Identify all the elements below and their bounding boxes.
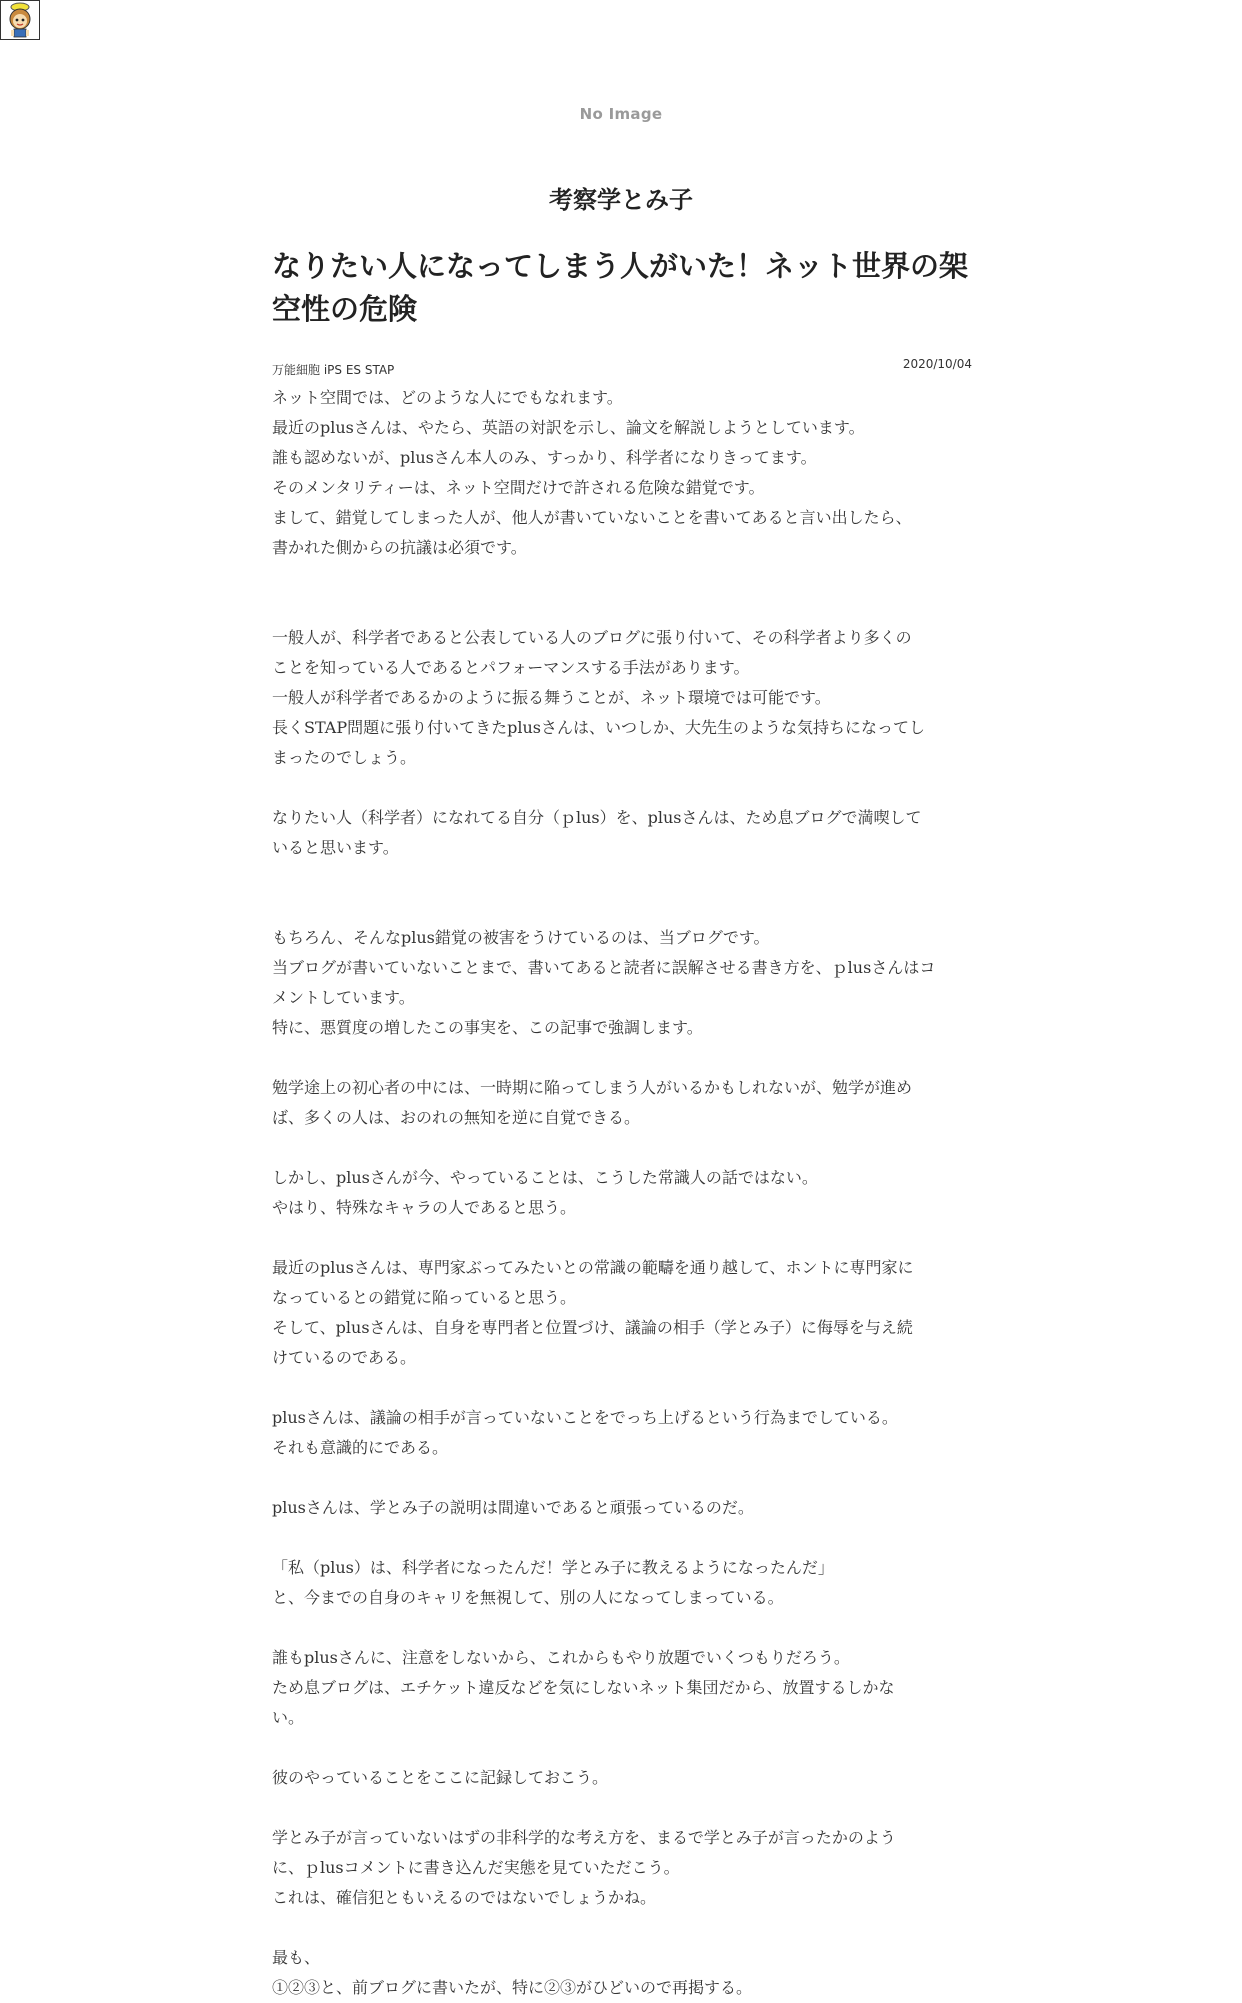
article-line [272, 593, 972, 623]
article-line: plusさんは、学とみ子の説明は間違いであると頑張っているのだ。 [272, 1498, 754, 1517]
article-line: に、ｐlusコメントに書き込んだ実態を見ていただこう。 [272, 1858, 680, 1877]
article-line: い。 [272, 1708, 305, 1727]
article-line: なりたい人（科学者）になれてる自分（ｐlus）を、plusさんは、ため息ブログで満喫して [272, 808, 922, 827]
article-line [272, 1733, 972, 1763]
article-line: 特に、悪質度の増したこの事実を、この記事で強調します。 [272, 1018, 703, 1037]
article-line: ば、多くの人は、おのれの無知を逆に自覚できる。 [272, 1108, 641, 1127]
article-line: これは、確信犯ともいえるのではないでしょうかね。 [272, 1888, 657, 1907]
article-line [272, 1223, 972, 1253]
article-line: ネット空間では、どのような人にでもなれます。 [272, 388, 623, 407]
article-meta [272, 357, 972, 379]
article-line: 誰もplusさんに、注意をしないから、これからもやり放題でいくつもりだろう。 [272, 1648, 850, 1667]
article-line: いると思います。 [272, 838, 399, 857]
article-line [272, 1613, 972, 1643]
no-image-placeholder: No Image [579, 105, 663, 123]
article-line: やはり、特殊なキャラの人であると思う。 [272, 1198, 577, 1217]
category-link[interactable]: 万能細胞 iPS ES STAP [272, 363, 395, 377]
article-line: まったのでしょう。 [272, 748, 417, 767]
article-line [272, 1043, 972, 1073]
article-line: 最近のplusさんは、やたら、英語の対訳を示し、論文を解説しようとしています。 [272, 418, 865, 437]
article-line [272, 893, 972, 923]
blog-avatar[interactable] [0, 0, 40, 40]
cartoon-character-icon [1, 1, 39, 39]
article-line: メントしています。 [272, 988, 415, 1007]
article-line: ①②③と、前ブログに書いたが、特に②③がひどいので再掲する。 [272, 1978, 753, 1997]
article-line: 長くSTAP問題に張り付いてきたplusさんは、いつしか、大先生のような気持ちになってし [272, 718, 925, 737]
article-line [272, 1133, 972, 1163]
article-line [272, 1373, 972, 1403]
article-line: もちろん、そんなplus錯覚の被害をうけているのは、当ブログです。 [272, 928, 770, 947]
article-line: 「私（plus）は、科学者になったんだ！学とみ子に教えるようになったんだ」 [272, 1558, 834, 1577]
blog-title[interactable]: 考察学とみ子 [549, 186, 693, 214]
article-line: なっているとの錯覚に陥っていると思う。 [272, 1288, 577, 1307]
article-line: 誰も認めないが、plusさん本人のみ、すっかり、科学者になりきってます。 [272, 448, 817, 467]
article-line: そして、plusさんは、自身を専門者と位置づけ、議論の相手（学とみ子）に侮辱を与え続 [272, 1318, 913, 1337]
article-line: ため息ブログは、エチケット違反などを気にしないネット集団だから、放置するしかな [272, 1678, 895, 1697]
article-body [272, 383, 972, 2003]
article-line: 書かれた側からの抗議は必須です。 [272, 538, 527, 557]
article-line [272, 1523, 972, 1553]
article-line [272, 563, 972, 593]
article-line: 勉学途上の初心者の中には、一時期に陥ってしまう人がいるかもしれないが、勉学が進め [272, 1078, 913, 1097]
article-line [272, 1913, 972, 1943]
article-line: と、今までの自身のキャリを無視して、別の人になってしまっている。 [272, 1588, 784, 1607]
article-line [272, 1793, 972, 1823]
article-line: 学とみ子が言っていないはずの非科学的な考え方を、まるで学とみ子が言ったかのよう [272, 1828, 896, 1847]
article-line: そのメンタリティーは、ネット空間だけで許される危険な錯覚です。 [272, 478, 765, 497]
article-title: なりたい人になってしまう人がいた！ネット世界の架空性の危険 [272, 249, 969, 326]
article-line: ことを知っている人であるとパフォーマンスする手法があります。 [272, 658, 750, 677]
article-line: 一般人が、科学者であると公表している人のブログに張り付いて、その科学者より多くの [272, 628, 912, 647]
article-line [272, 863, 972, 893]
article-line: まして、錯覚してしまった人が、他人が書いていないことを書いてあると言い出したら、 [272, 508, 912, 527]
article-line: しかし、plusさんが今、やっていることは、こうした常識人の話ではない。 [272, 1168, 818, 1187]
article-line: それも意識的にである。 [272, 1438, 449, 1457]
article-line [272, 773, 972, 803]
article-line: けているのである。 [272, 1348, 417, 1367]
article-line: 最近のplusさんは、専門家ぶってみたいとの常識の範疇を通り越して、ホントに専門家に [272, 1258, 914, 1277]
post-date: 2020/10/04 [902, 357, 972, 371]
article-line [272, 1463, 972, 1493]
article-line: 最も、 [272, 1948, 321, 1967]
article-line: plusさんは、議論の相手が言っていないことをでっち上げるという行為までしている。 [272, 1408, 898, 1427]
article-line: 当ブログが書いていないことまで、書いてあると読者に誤解させる書き方を、ｐlusさんはコ [272, 958, 936, 977]
article [272, 245, 972, 2003]
article-line: 一般人が科学者であるかのように振る舞うことが、ネット環境では可能です。 [272, 688, 831, 707]
article-line: 彼のやっていることをここに記録しておこう。 [272, 1768, 609, 1787]
